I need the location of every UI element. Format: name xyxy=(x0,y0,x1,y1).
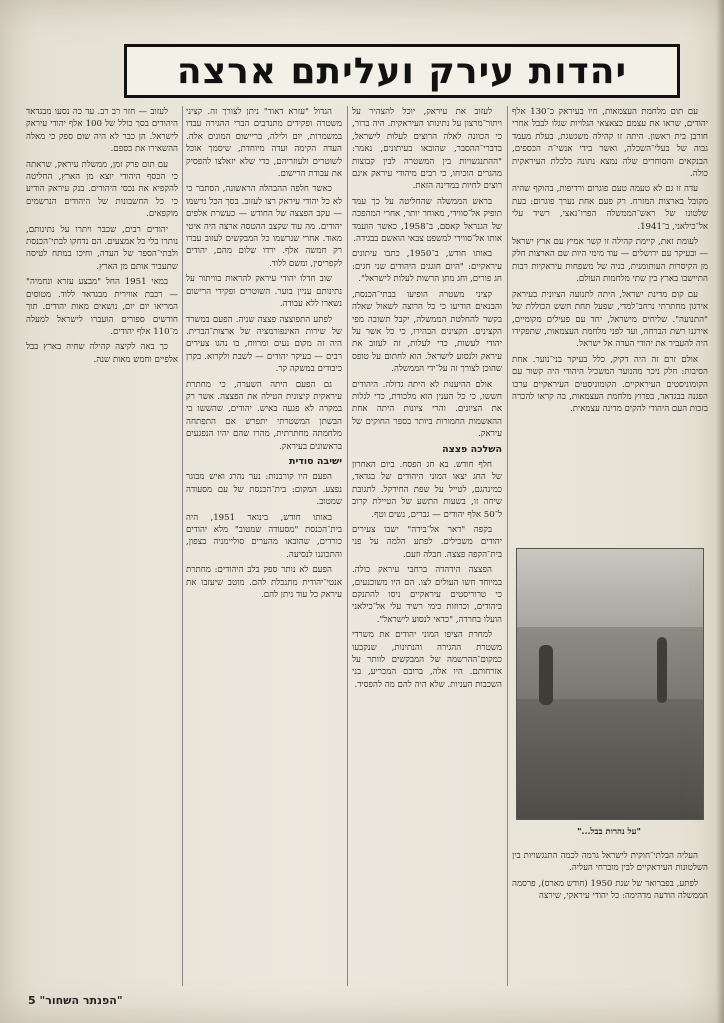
column-divider xyxy=(347,106,348,986)
paragraph: לפתע, בפברואר של שנת 1950 (חודש מארס), פרסמה הממשלה הודעה מדהימה: כל יהודי עיראקי, שירצה xyxy=(512,878,708,902)
paragraph: אולם זרם זה היה דקיק, כלל בעיקר בני־נוער. אחת הסיבות: חלק ניכר מהנוער המשכיל היהודי היה קשור עם הקומוניסטים העיראקיים. הקומוניסטים העיראקיים ערכו הפגנה בבגדאד, בפרוץ מלחמת העצמאות, בה קראו להכרה בזכות העם היהודי להקים מדינה עצמאית. xyxy=(512,354,708,415)
paragraph: לעומת זאת, קיימת קהילה זו קשר אמיץ עם ארץ ישראל — ובעיקר עם ירושלים — עוד מימי היות שם הארצות חלק מן הקיסרות העותומנית, בניה של משפחות עיראקיות רבות התיישבו בארץ בין שתי מלחמות העולם. xyxy=(512,237,708,285)
page-edge-shadow xyxy=(716,0,724,1023)
article-column-4 xyxy=(26,106,178,986)
paragraph: חלף חודש. בא חג הפסח. ביום האחרון של החג יצאו המוני היהודים של בגדאד, כמינהגם, לטייל על שפת החידקל. לתגובת שיחה זו, בשעות התשע של הטיילת קרוב ל־50 אלף יהודים — גברים, נשים וטף. xyxy=(352,459,502,520)
section-subhead: ישיבה סודית xyxy=(288,455,342,467)
paragraph: עדה זו גם לא טעמה טעם פוגרום ורדיפות, בהוקף שהיה מקובל בארצות המזרח. רק פעם אחת נערך פוגרום: בעת שלטונו של ראש־הממשלה הפרו־נאצי, רשיד עלי אל־כילאני, ב־1941. xyxy=(512,184,708,232)
column-divider xyxy=(507,106,508,986)
column-divider xyxy=(182,106,183,986)
paragraph: העליה הבלתי־חוקית לישראל גרמה לכמה התנגשויות בין השלטונות העיראקיים לבין מוברחי העליה. xyxy=(512,851,708,874)
article-column-2 xyxy=(352,106,502,996)
paragraph: קציני משטרה הופיעו בבתי־הכנסת, והבנאים הודיעו כי כל הרוצה לשאול שאלה בקשר להחלטת הממשלה, יקבל תשובה מפי הקצינים. הקצינים הבהירו, כי כל אשר על יהודי לעשות, כדי לעלות, זה לעזוב את עיראק ולנסוע לישראל. הוא לחתום על טופס שהוכן לצורך זה על־ידי הממשלה. xyxy=(352,289,502,375)
paragraph: בקפה "דאר אל־בידה" ישבו צעירים יהודים משכילים. לפתע הלמה על פני בית־הקפה פצצה. חבלה וזעם. xyxy=(352,525,502,560)
paragraph: הגדול "עזרא דאוד" ניתן לצורך זה. קציני משטרה ופקידים מתנדבים הברי ההגירה עבדו במשמרות, יום ולילה, בריישום המונים אלה. העדה הקימה ועדה מיוחדת, שיסמך אוכל לשוטרים ולעוזריהם, כדי שלא יזאלצו להפסיק את עבודת הרישום. xyxy=(186,107,342,180)
paragraph: באותו חודש, בינואר 1951, היה בית־הכנסת "מסעודה שמטוב" מלא יהודים כורדים, שהובאו מהערים סוליימניה בצפון, והתכוננו לנסיעה. xyxy=(186,512,342,560)
article-column-3 xyxy=(186,106,342,991)
headline-box xyxy=(124,44,680,98)
sky-area xyxy=(517,549,703,629)
paragraph: בראש הממשלה שהחליטה על כך עמד תופיק אל־סווידי, מאוחר יותר, אחרי המהפכה של הגנראל קאסם, ב־1958, כאשר הועמד אותו אל־סווידי למשפט צבאי הואשם בבגידה. xyxy=(352,196,502,245)
paragraph: הפצצה הידהדה ברחבי עיראק כולה. במיוחד חשו העולים לצו. הם היו משוכנעים, כי טרוריסטים עיראקיים ניסו להתנקם ביהודים, וכרוזות כימי רשיד עלי אל־כילאני הועלו בחרדה, "כדאי לנסוע לישראל". xyxy=(352,565,502,625)
page-footer: "הפנתר השחור" 5 xyxy=(28,994,123,1007)
tree-shape xyxy=(657,637,667,703)
babylon-rivers-photo xyxy=(516,548,704,820)
paragraph: במאי 1951 החל "מבצע עזרא ונחמיה" — רכבת אווירית מבגדאד ללוד. מטוסים המריאו יום יום, נושאים מאות יהודים. תוך חודשים ספורים הועברו לישראל למעלה מ־110 אלף יהודים. xyxy=(26,277,178,337)
paragraph: יהודים רבים, שכבר ויתרו על נתינותם, נותרו בלי כל אמצעים. הם נדחקו לבתי־הכנסת ולבתי־הספר של העדה, וחיכו במתח לטיסה שתעביר אותם מן הארץ. xyxy=(26,224,178,272)
article-column-1-continued xyxy=(512,850,708,980)
paragraph: באותו חודש, ב־1950, כתבו עיתונים עיראקיים: "היום חוגגים היהודים שני חגים: חג פורים, וחג מתן הרשות לעלות לישראל". xyxy=(352,249,502,285)
article-column-1 xyxy=(512,106,708,536)
paragraph: אולם ההיענות לא היתה גדולה. היהודים חששו, כי כל הענין הוא מלכודת, כדי לגלות את הציונים. והרי ציונות היתה אחת ההאשמות החמורות ביותר בספר החוקים של עיראק. xyxy=(352,379,502,440)
paragraph: למחרת הציפו המוני יהודים את משרדי משטרת ההגירה והנתינות, שנקבעו כמקום־ההרשמה של המבקשים לוותר על אזרחותם. היו אלה, ברובם המכריע, בני השכבות העניות. שלא היה להם מה להפסיד. xyxy=(352,630,502,690)
riverbank-area xyxy=(517,699,703,819)
paragraph: הפעם היו קורבנות: נער נהרג ואיש מבוגר נפצע. המקום: בית־הכנסת של עם מסעודה שמטוב. xyxy=(186,472,342,508)
paragraph: גם הפעם היתה השערה, כי מחתרת עיראקית קיצונית הטילה את הפצצה. אשר רק במקרה לא פגעה באיש. יהודים, שהששו כי הבשתן המשטרתי יתפרש אם התפתחה מלחמתה מחתרתית, מהרו שהם יהיו הנפגעים בראשונים בעיראק. xyxy=(186,379,342,452)
paragraph: שוב חדלו יהודי עיראק להראות בוויתור על נתינותם עניין בוער. השוטרים ופקידי הרישום נשארו ללא עבודה. xyxy=(186,274,342,310)
page-title: יהדות עירק ועליתם ארצה xyxy=(176,50,628,92)
section-subhead: השלכה פצצה xyxy=(442,443,502,455)
tree-shape xyxy=(539,645,553,705)
paragraph: עם תום פרק זמן, ממשלת עיראק, שראתה כי הכסף היהודי יוצא מן הארץ, החליטה להקפיא את נכסי היהודים. בנק עיראק הודיע כי כל החשבונות של היהודים הנרשמים מוקפאים. xyxy=(26,159,178,220)
paragraph: לעזוב — חזר רב רב. עד כה נסעו מבגדאד היהודים בסך כולל של 100 אלף יהודי עיראק לישראל. הן כבר לא היה שום ספק כי מאלה ההשאירו את כספם. xyxy=(26,107,178,155)
paragraph: הפעם לא נותר ספק בלב היהודים: מחתרת אנטי־יהודית מתנכלת להם. מוטב שיעזבו את עיראק כל עוד ניתן להם. xyxy=(186,565,342,601)
paragraph: לעזוב את עיראק, יוכל להצהיר על ויתור־מרצון על נתינותו העיראקית. היה ברור, כי הכוונה לאלה הרוצים לעלות לישראל, בדברי־ההסבר, שהובאו בעיתונים, נאמר: "ההתנגשויות בין המשטרה לבין קבוצות מהגרים הוכיחו, כי רבים מיהודי עיראק אינם רוצים לחיות במדינה הזאת. xyxy=(352,107,502,192)
paragraph: כך באה לקיצה קהילה שחיה בארץ בבל אלפיים וחמש מאות שנה. xyxy=(26,342,178,365)
paragraph: עם תום מלחמת העצמאות, חיו בעיראק כ־130 אלף יהודים, שראו את עצמם כצאצאי הגלויות שגלו לבבל אחרי חורבן בית ראשון. היתה זו קהילה משגשגת, בעלת מעמד גבוה של בעלי־השכלה, ואשר בידי אנשי־ה הכספים, הבנקאים והסוחרים שלה נמצא נתונה כלכלת העיראקית כולה. xyxy=(512,107,708,180)
paragraph: עם קום מדינת ישראל, היתה לתנועה הציונית בעיראק אירגון מחתרתי נרחב־למדי, שפעל תחת חשש הכוללת של "התנועה". שליחים מישראל, יחד עם פעילים מקומיים, אירגנו רשת הברחה, ועד לפני מלחמת העצמאות, שתפקידו היה להעביר את יהודי העדה אל ישראל. xyxy=(512,289,708,350)
photo-caption: "על נהרות בבל..." xyxy=(577,827,641,837)
paragraph: כאשר חלפה ההבהלה הראשונה, הסתבר כי לא כל יהודי עיראק רצו לעזוב. בסך הכל נרשמו — עקב הפצצה של החודש — כעשרת אלפים יהודים. מה עוד שקצב ההטסה ארצה היה איטי מאוד. אחרי שנרשמו כל המבקשים לעזוב עברו רק חמשה אלף. ירדו שלום מהם, יהודים לקפריסין, ומשם ללוד. xyxy=(186,184,342,269)
paragraph: לפתע התפוצצה פצצה שניה. הפעם במשרד של שירות האינפורמציה של ארצות־הברית. היה זה מקום נעים ומרווח, בו נהגו צעירים רבים — בעיקר יהודים — לשבת ולקרוא. בקרן כיבודים במשקה קר. xyxy=(186,314,342,375)
